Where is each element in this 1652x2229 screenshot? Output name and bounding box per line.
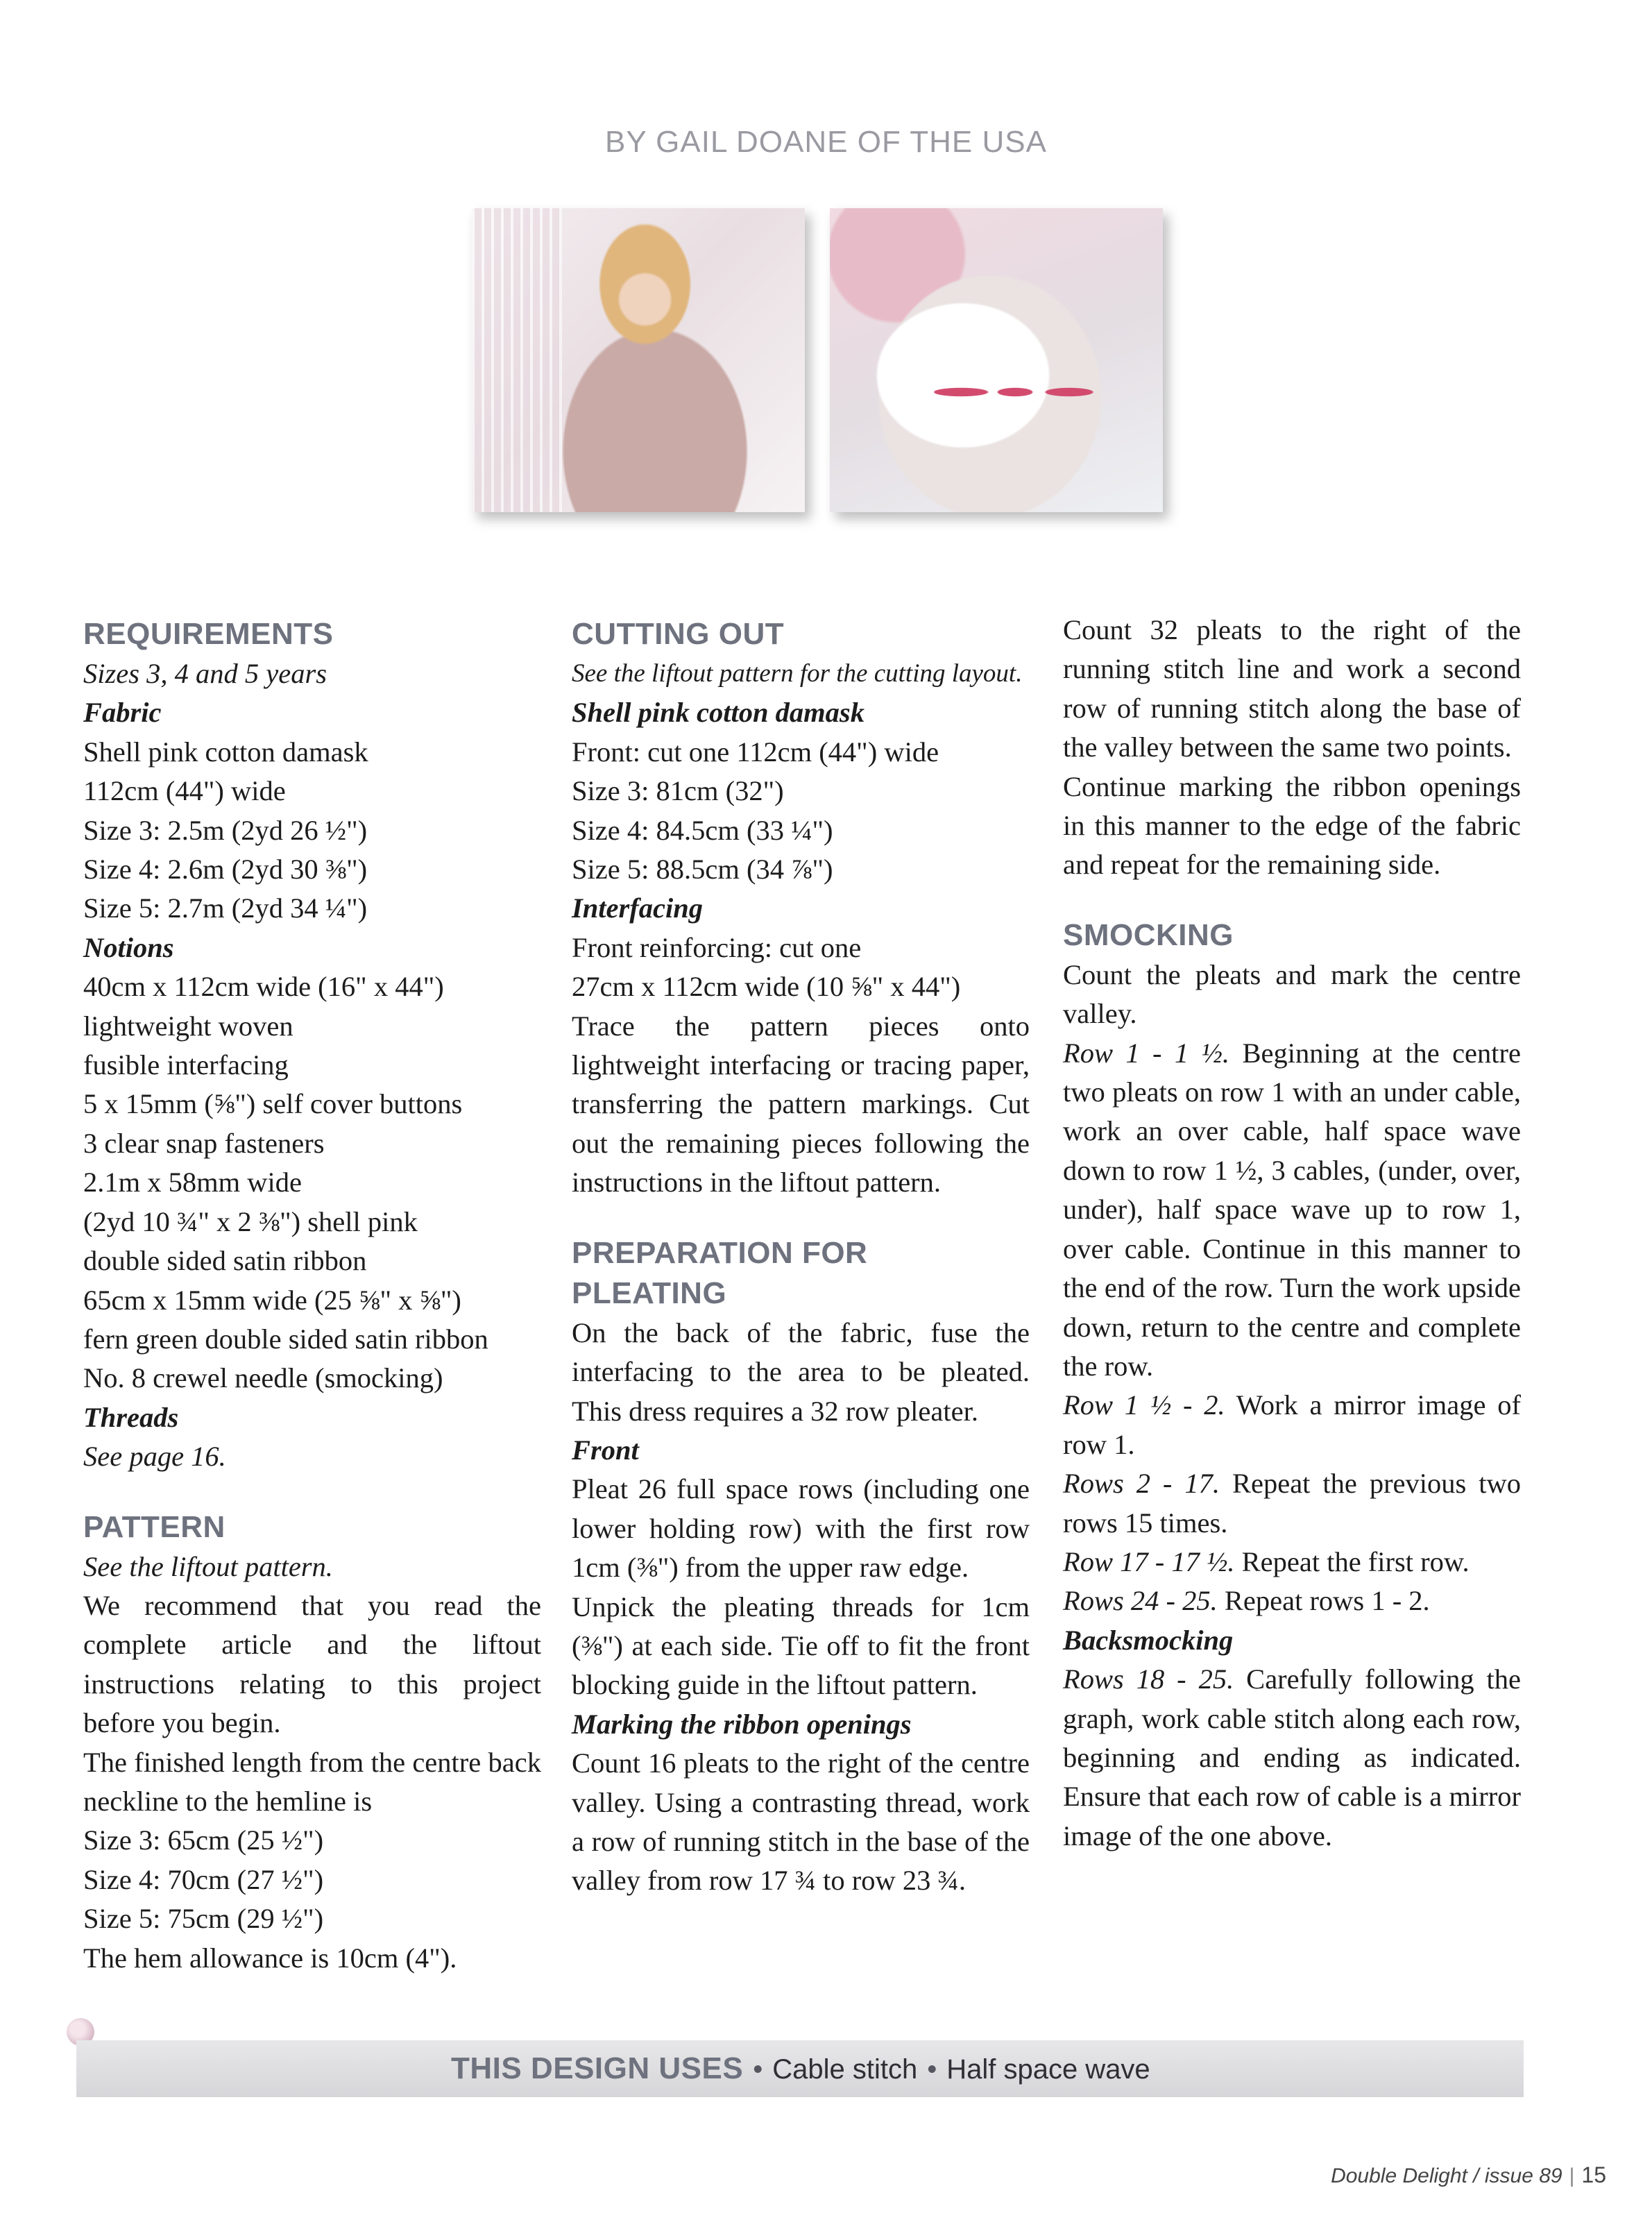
row-text: Carefully following the graph, work cable stitch along each row, beginning and ending as indicated. Ensure that each row of cable is a mirror image of the one above. — [1063, 1663, 1521, 1851]
pattern-paragraph: The finished length from the centre back neckline to the hemline is — [83, 1746, 541, 1817]
ribbon-openings-paragraph: Continue marking the ribbon openings in this manner to the edge of the fabric and repeat for the remaining side. — [1063, 770, 1521, 881]
ribbon-openings-paragraph: Count 32 pleats to the right of the running stitch line and work a second row of running stitch along the base of the valley between the same two points. — [1063, 614, 1521, 763]
notions-line: 40cm x 112cm wide (16" x 44") — [83, 971, 444, 1003]
magazine-issue: Double Delight / issue 89 — [1331, 2164, 1562, 2187]
row-text: Repeat the first row. — [1234, 1545, 1470, 1577]
cutting-line: Front: cut one 112cm (44") wide — [572, 736, 939, 768]
row-label: Row 1 - 1 ½. — [1063, 1037, 1230, 1069]
footer-separator: | — [1569, 2164, 1575, 2187]
notions-line: 3 clear snap fasteners — [83, 1127, 325, 1159]
preparation-heading: PREPARATION FOR PLEATING — [572, 1235, 868, 1310]
fabric-line: Size 4: 2.6m (2yd 30 ⅜") — [83, 854, 368, 885]
finished-length-line: Size 5: 75cm (29 ½") — [83, 1903, 324, 1935]
fabric-line: 112cm (44") wide — [83, 775, 286, 807]
requirements-section — [83, 614, 541, 1477]
smocking-row — [1063, 1386, 1521, 1464]
notions-line: (2yd 10 ¾" x 2 ⅜") shell pink — [83, 1205, 418, 1237]
row-label: Rows 18 - 25. — [1063, 1663, 1234, 1695]
backsmocking-row — [1063, 1660, 1521, 1856]
notions-line: fusible interfacing — [83, 1049, 289, 1081]
design-uses-item: Half space wave — [946, 2054, 1150, 2085]
interfacing-line: 27cm x 112cm wide (10 ⅝" x 44") — [572, 971, 961, 1003]
cutting-out-section — [572, 614, 1030, 1203]
dish-of-sweets-photo — [830, 208, 1163, 512]
smocking-row — [1063, 1464, 1521, 1543]
page-number: 15 — [1581, 2162, 1606, 2187]
notions-line: lightweight woven — [83, 1010, 293, 1042]
notions-line: 5 x 15mm (⅝") self cover buttons — [83, 1088, 463, 1120]
girl-with-ornament-photo — [472, 208, 805, 512]
preparation-paragraph: Pleat 26 full space rows (including one lower holding row) with the first row 1cm (⅜") from the upper raw edge. — [572, 1473, 1030, 1584]
fabric-label: Shell pink cotton damask — [572, 697, 865, 729]
notions-label: Notions — [83, 931, 174, 963]
front-label: Front — [572, 1434, 639, 1466]
interfacing-label: Interfacing — [572, 892, 704, 924]
page-footer — [1331, 2162, 1606, 2188]
row-text: Repeat the previous two rows 15 times. — [1063, 1468, 1522, 1539]
smocking-row — [1063, 1543, 1521, 1582]
fabric-label: Fabric — [83, 697, 162, 729]
interfacing-line: Front reinforcing: cut one — [572, 931, 862, 963]
column-1 — [83, 614, 541, 1978]
threads-ref: See page 16. — [83, 1441, 226, 1473]
smocking-heading: SMOCKING — [1063, 917, 1234, 952]
cutting-line: Size 3: 81cm (32") — [572, 775, 784, 807]
row-text: Work a mirror image of row 1. — [1063, 1389, 1521, 1460]
smocking-row — [1063, 1034, 1521, 1387]
finished-length-line: Size 3: 65cm (25 ½") — [83, 1824, 324, 1856]
marking-label: Marking the ribbon openings — [572, 1708, 912, 1740]
pattern-heading: PATTERN — [83, 1509, 225, 1544]
notions-line: 2.1m x 58mm wide — [83, 1167, 302, 1198]
row-label: Row 1 ½ - 2. — [1063, 1389, 1225, 1421]
byline: BY GAIL DOANE OF THE USA — [605, 125, 1047, 159]
design-uses-band — [76, 2040, 1524, 2097]
fabric-line: Size 5: 2.7m (2yd 34 ¼") — [83, 892, 368, 924]
backsmocking-label: Backsmocking — [1063, 1624, 1234, 1656]
notions-line: No. 8 crewel needle (smocking) — [83, 1362, 443, 1394]
preparation-paragraph: Count 16 pleats to the right of the centre valley. Using a contrasting thread, work a row of running stitch in the base of the valley from row 17 ¾ to row 23 ¾. — [572, 1747, 1030, 1897]
row-text: Repeat rows 1 - 2. — [1217, 1585, 1430, 1617]
preparation-section — [572, 1233, 1030, 1901]
column-2 — [572, 614, 1030, 1901]
bullet-icon: • — [927, 2054, 937, 2085]
row-label: Rows 2 - 17. — [1063, 1468, 1220, 1500]
finished-length-line: Size 4: 70cm (27 ½") — [83, 1863, 324, 1895]
hem-allowance: The hem allowance is 10cm (4"). — [83, 1942, 457, 1974]
sizes-text: Sizes 3, 4 and 5 years — [83, 658, 327, 689]
threads-label: Threads — [83, 1401, 179, 1433]
column-3 — [1063, 611, 1521, 1856]
row-label: Rows 24 - 25. — [1063, 1585, 1218, 1617]
cutting-line: Size 4: 84.5cm (33 ¼") — [572, 814, 833, 846]
bullet-icon: • — [753, 2054, 763, 2085]
fabric-line: Size 3: 2.5m (2yd 26 ½") — [83, 814, 368, 846]
design-uses-item: Cable stitch — [772, 2054, 918, 2085]
row-label: Row 17 - 17 ½. — [1063, 1545, 1235, 1577]
smocking-intro: Count the pleats and mark the centre valley. — [1063, 958, 1521, 1030]
smocking-section — [1063, 915, 1521, 1856]
cutting-line: Size 5: 88.5cm (34 ⅞") — [572, 854, 833, 885]
requirements-heading: REQUIREMENTS — [83, 617, 334, 651]
cutting-paragraph: Trace the pattern pieces onto lightweight interfacing or tracing paper, transferring the pattern markings. Cut out the remaining pieces following the instructions in the liftout pattern. — [572, 1010, 1030, 1198]
cutting-out-ref: See the liftout pattern for the cutting layout. — [572, 659, 1023, 688]
pattern-section — [83, 1507, 541, 1978]
notions-line: fern green double sided satin ribbon — [83, 1323, 488, 1355]
pattern-ref: See the liftout pattern. — [83, 1550, 333, 1582]
cutting-out-heading: CUTTING OUT — [572, 617, 785, 651]
notions-line: double sided satin ribbon — [83, 1245, 367, 1277]
smocking-row — [1063, 1582, 1521, 1620]
preparation-paragraph: On the back of the fabric, fuse the interfacing to the area to be pleated. This dress requires a 32 row pleater. — [572, 1316, 1030, 1427]
row-text: Beginning at the centre two pleats on row 1 with an under cable, work an over cable, half space wave down to row 1 ½, 3 cables, (under, over, under), half space wave up to row 1, over cable. Continue in this manner to the end of the row. Turn the work upside down, return to the centre and complete the row. — [1063, 1037, 1521, 1382]
design-uses-title: THIS DESIGN USES — [451, 2051, 744, 2085]
preparation-paragraph: Unpick the pleating threads for 1cm (⅜") at each side. Tie off to fit the front blocking guide in the liftout pattern. — [572, 1591, 1030, 1701]
pattern-paragraph: We recommend that you read the complete article and the liftout instructions relating to this project before you begin. — [83, 1589, 541, 1739]
fabric-line: Shell pink cotton damask — [83, 736, 368, 768]
notions-line: 65cm x 15mm wide (25 ⅝" x ⅝") — [83, 1284, 461, 1316]
